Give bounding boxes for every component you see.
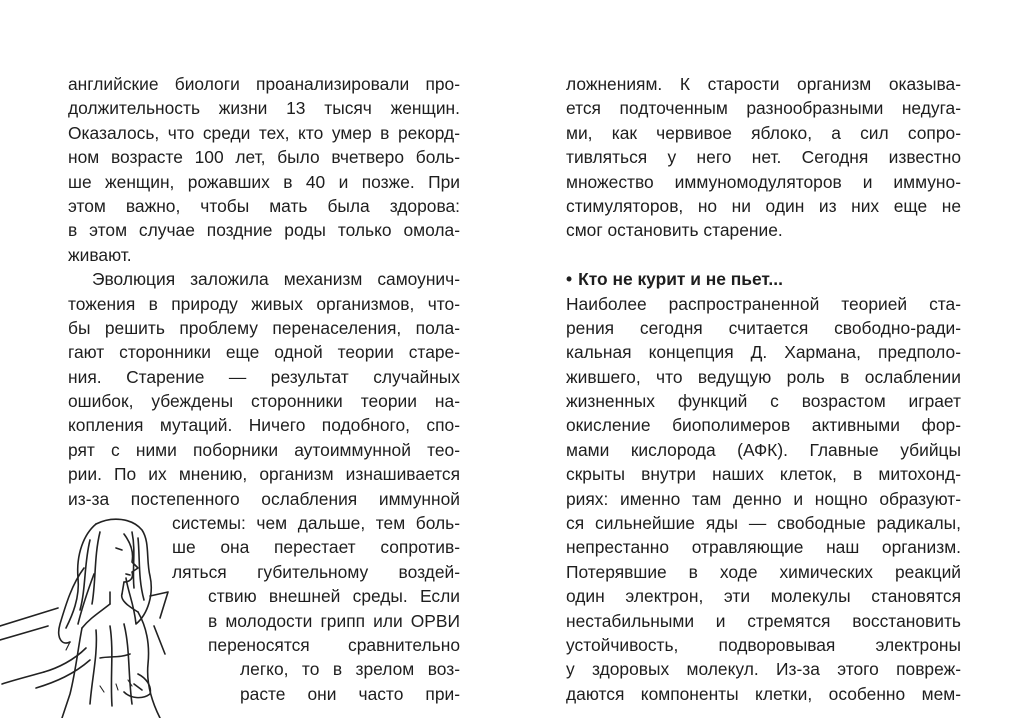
text-line: скрыты внутри наших клеток, в митохонд- xyxy=(566,464,961,485)
text-line: кальная концепция Д. Хармана, предполо- xyxy=(566,342,961,363)
text-line: должительность жизни 13 тысяч женщин. xyxy=(68,98,460,119)
text-line: ошибок, убеждены сторонники теории на- xyxy=(68,391,460,412)
text-line: ше женщин, рожавших в 40 и позже. При xyxy=(68,171,460,192)
text-line: Потерявшие в ходе химических реакций xyxy=(566,561,961,582)
text-line: бы решить проблему перенаселения, пола- xyxy=(68,317,460,338)
text-line: жизненных функций с возрастом играет xyxy=(566,391,961,412)
text-line: один электрон, эти молекулы становятся xyxy=(566,586,961,607)
text-line-paragraph-start: Эволюция заложила механизм самоунич- xyxy=(92,269,460,290)
paragraph-spacer xyxy=(566,243,961,267)
text-line: устойчивость, подворовывая электроны xyxy=(566,634,961,655)
text-line-wrapped: в молодости грипп или ОРВИ xyxy=(208,610,460,631)
text-line: рии. По их мнению, организм изнашивается xyxy=(68,464,460,485)
woman-sketch-illustration xyxy=(0,508,240,718)
text-line: непрестанно отравляющие наш организм. xyxy=(566,537,961,558)
text-line: копления мутаций. Ничего подобного, спо- xyxy=(68,415,460,436)
text-line: рят с ними поборники аутоиммунной тео- xyxy=(68,439,460,460)
text-line: в этом случае поздние роды только омола- xyxy=(68,220,460,241)
text-line: английские биологи проанализировали про- xyxy=(68,74,460,94)
text-line: из-за постепенного ослабления иммунной xyxy=(68,488,460,509)
text-line: ся сильнейшие яды — свободные радикалы, xyxy=(566,513,961,534)
text-line-wrapped: переносятся сравнительно xyxy=(208,634,460,655)
text-line: Наиболее распространенной теорией ста- xyxy=(566,293,961,314)
text-line: у здоровых молекул. Из-за этого повреж- xyxy=(566,659,961,680)
text-line: ния. Старение — результат случайных xyxy=(68,366,460,387)
text-line: окисление биополимеров активными фор- xyxy=(566,415,961,436)
section-heading xyxy=(566,267,961,291)
text-line: даются компоненты клетки, особенно мем- xyxy=(566,683,961,704)
text-line: ми, как червивое яблоко, а сил сопро- xyxy=(566,122,961,143)
text-line: ложнениям. К старости организм оказыва- xyxy=(566,74,961,94)
right-text-column xyxy=(566,72,961,706)
text-line: гают сторонники еще одной теории старе- xyxy=(68,342,460,363)
text-line: смог остановить старение. xyxy=(566,220,783,241)
text-line-wrapped: ствию внешней среды. Если xyxy=(208,586,460,607)
text-line: этом важно, чтобы мать была здорова: xyxy=(68,195,460,216)
text-line: стимуляторов, но ни один из них еще не xyxy=(566,195,961,216)
section-heading-text: Кто не курит и не пьет... xyxy=(578,269,783,290)
text-line: нестабильными и стремятся восстановить xyxy=(566,610,961,631)
text-line-wrapped: ше она перестает сопротив- xyxy=(172,537,460,558)
text-line-wrapped: расте они часто при- xyxy=(240,683,460,704)
text-line: Оказалось, что среди тех, кто умер в рекорд- xyxy=(68,122,460,143)
text-line: живают. xyxy=(68,244,132,265)
text-line: ется подточенным разнообразными недуга- xyxy=(566,98,961,119)
text-line-wrapped: легко, то в зрелом воз- xyxy=(240,659,460,680)
bullet-icon: • xyxy=(566,269,573,290)
text-line: мами кислорода (АФК). Главные убийцы xyxy=(566,439,961,460)
text-line: жившего, что ведущую роль в ослаблении xyxy=(566,366,961,387)
text-line: тивляться у него нет. Сегодня известно xyxy=(566,147,961,168)
text-line-wrapped: системы: чем дальше, тем боль- xyxy=(172,513,460,534)
text-line: множество иммуномодуляторов и иммуно- xyxy=(566,171,961,192)
text-line: тожения в природу живых организмов, что- xyxy=(68,293,460,314)
text-line: риях: именно там денно и нощно образуют- xyxy=(566,488,961,509)
text-line: рения сегодня считается свободно-ради- xyxy=(566,317,961,338)
text-line-wrapped: ляться губительному воздей- xyxy=(172,561,460,582)
text-line: ном возрасте 100 лет, было вчетверо боль- xyxy=(68,147,460,168)
